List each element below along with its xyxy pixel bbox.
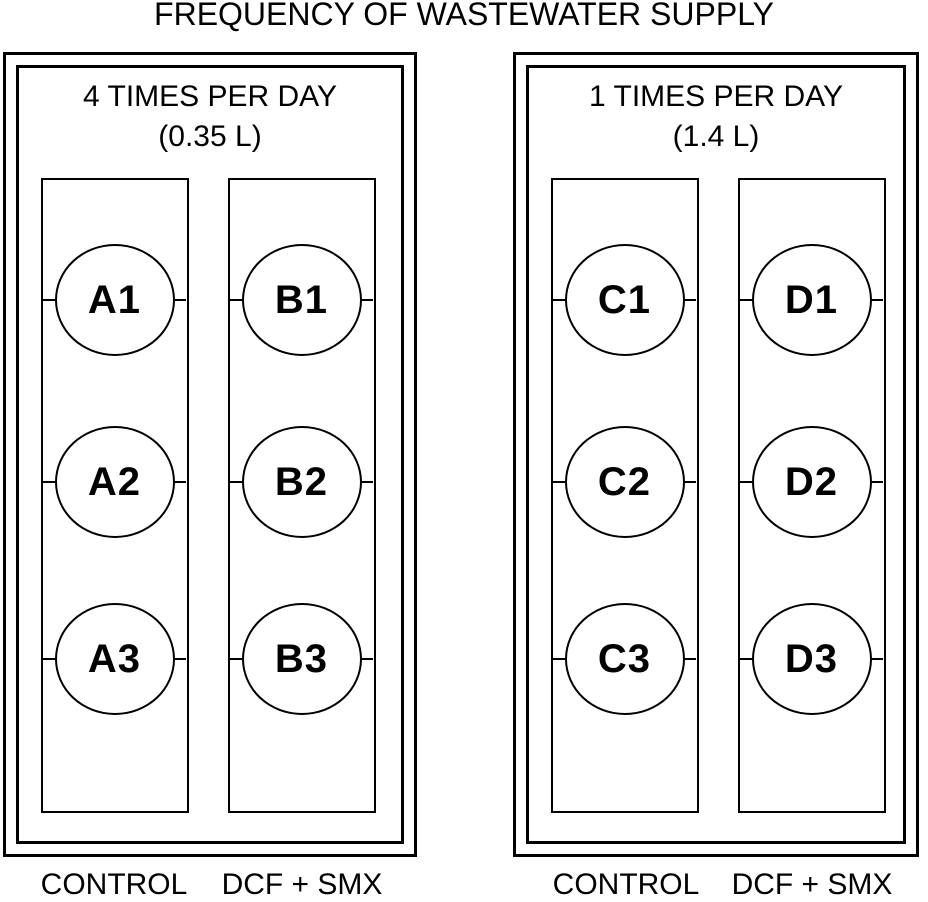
- left-tick: [553, 299, 565, 301]
- panel-title: 4 TIMES PER DAY: [83, 80, 337, 113]
- reactor-unit: [230, 603, 373, 715]
- reactor-label: D1: [784, 277, 839, 322]
- column-control: [41, 178, 189, 813]
- panel-1-times-per-day: [513, 52, 919, 857]
- column-label-control: CONTROL: [552, 868, 700, 901]
- reactor-unit: [740, 603, 883, 715]
- right-tick: [685, 658, 697, 660]
- column-label-dcf-smx: DCF + SMX: [731, 868, 893, 901]
- reactor-label: A2: [87, 459, 142, 504]
- left-tick: [553, 658, 565, 660]
- reactor-circle: [55, 603, 175, 715]
- reactor-circle: [242, 426, 362, 538]
- reactor-circle: [565, 603, 685, 715]
- right-tick: [685, 481, 697, 483]
- right-tick: [362, 481, 374, 483]
- reactor-circle: [752, 244, 872, 356]
- left-tick: [43, 658, 55, 660]
- reactor-unit: [553, 426, 696, 538]
- right-tick: [175, 481, 187, 483]
- reactor-unit: [230, 426, 373, 538]
- left-tick: [740, 299, 752, 301]
- right-tick: [872, 481, 884, 483]
- reactor-circle: [565, 244, 685, 356]
- reactor-circle: [752, 603, 872, 715]
- panel-volume: (1.4 L): [672, 120, 760, 153]
- panel-4-times-per-day: [3, 52, 417, 857]
- reactor-label: B1: [274, 277, 329, 322]
- column-control: [551, 178, 699, 813]
- reactor-label: A3: [87, 636, 142, 681]
- panel-volume: (0.35 L): [158, 120, 262, 153]
- reactor-circle: [55, 244, 175, 356]
- reactor-circle: [242, 244, 362, 356]
- reactor-label: B2: [274, 459, 329, 504]
- column-label-dcf-smx: DCF + SMX: [221, 868, 383, 901]
- reactor-label: B3: [274, 636, 329, 681]
- reactor-unit: [230, 244, 373, 356]
- reactor-unit: [43, 426, 186, 538]
- right-tick: [362, 299, 374, 301]
- reactor-circle: [752, 426, 872, 538]
- reactor-label: C3: [597, 636, 652, 681]
- reactor-unit: [553, 244, 696, 356]
- reactor-circle: [55, 426, 175, 538]
- reactor-unit: [43, 244, 186, 356]
- right-tick: [175, 299, 187, 301]
- reactor-unit: [740, 244, 883, 356]
- panel-header: [529, 68, 903, 157]
- left-tick: [230, 299, 242, 301]
- right-tick: [872, 299, 884, 301]
- reactor-label: C1: [597, 277, 652, 322]
- panel-title: 1 TIMES PER DAY: [589, 80, 843, 113]
- reactor-label: A1: [87, 277, 142, 322]
- reactor-circle: [242, 603, 362, 715]
- reactor-unit: [43, 603, 186, 715]
- right-tick: [175, 658, 187, 660]
- right-tick: [872, 658, 884, 660]
- left-tick: [740, 481, 752, 483]
- right-tick: [362, 658, 374, 660]
- left-tick: [553, 481, 565, 483]
- reactor-label: C2: [597, 459, 652, 504]
- reactor-label: D3: [784, 636, 839, 681]
- reactor-unit: [740, 426, 883, 538]
- right-tick: [685, 299, 697, 301]
- reactor-circle: [565, 426, 685, 538]
- reactor-label: D2: [784, 459, 839, 504]
- column-dcf-smx: [228, 178, 376, 813]
- left-tick: [740, 658, 752, 660]
- left-tick: [43, 299, 55, 301]
- reactor-unit: [553, 603, 696, 715]
- left-tick: [43, 481, 55, 483]
- left-tick: [230, 481, 242, 483]
- left-tick: [230, 658, 242, 660]
- page-title: FREQUENCY OF WASTEWATER SUPPLY: [154, 0, 774, 32]
- panel-header: [19, 68, 401, 157]
- column-dcf-smx: [738, 178, 886, 813]
- column-label-control: CONTROL: [40, 868, 188, 901]
